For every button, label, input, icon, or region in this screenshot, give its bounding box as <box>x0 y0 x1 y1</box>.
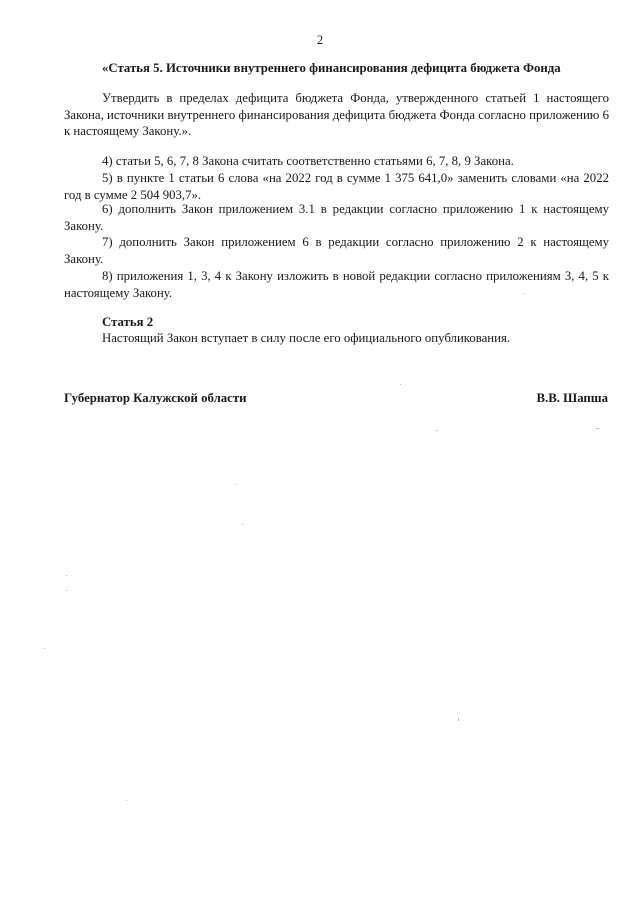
scan-speck <box>44 648 45 649</box>
scan-speck <box>126 800 127 801</box>
scan-speck <box>596 428 599 429</box>
scan-speck <box>242 524 243 525</box>
scan-speck <box>400 384 401 385</box>
article2-title: Статья 2 <box>102 315 154 329</box>
scan-speck <box>523 293 524 294</box>
scan-speck <box>436 430 438 431</box>
article5-heading: «Статья 5. Источники внутреннего финансирования дефицита бюджета Фонда <box>102 61 561 75</box>
scan-speck <box>66 590 67 591</box>
signature-name: В.В. Шапша <box>536 391 608 405</box>
signature-position: Губернатор Калужской области <box>64 391 247 405</box>
item-8: 8) приложения 1, 3, 4 к Закону изложить в новой редакции согласно приложениям 3, 4, 5 к настоящему Закону. <box>64 269 609 300</box>
item-6: 6) дополнить Закон приложением 3.1 в редакции согласно приложению 1 к настоящему Закону. <box>64 202 609 233</box>
page-number: 2 <box>316 33 324 47</box>
item-5: 5) в пункте 1 статьи 6 слова «на 2022 год в сумме 1 375 641,0» заменить словами «на 2022 год в сумме 2 504 903,7». <box>64 171 609 202</box>
scan-speck <box>66 575 67 576</box>
item-4: 4) статьи 5, 6, 7, 8 Закона считать соответственно статьями 6, 7, 8, 9 Закона. <box>102 154 514 168</box>
scan-speck <box>458 718 459 721</box>
scan-speck <box>236 484 237 485</box>
article5-paragraph: Утвердить в пределах дефицита бюджета Фонда, утвержденного статьей 1 настоящего Закона, источники внутреннего финансирования дефицита бюджета Фонда согласно приложению 6 к настоящему Закону.». <box>64 91 609 138</box>
item-7: 7) дополнить Закон приложением 6 в редакции согласно приложению 2 к настоящему Закону. <box>64 235 609 266</box>
article2-text: Настоящий Закон вступает в силу после его официального опубликования. <box>102 331 511 345</box>
